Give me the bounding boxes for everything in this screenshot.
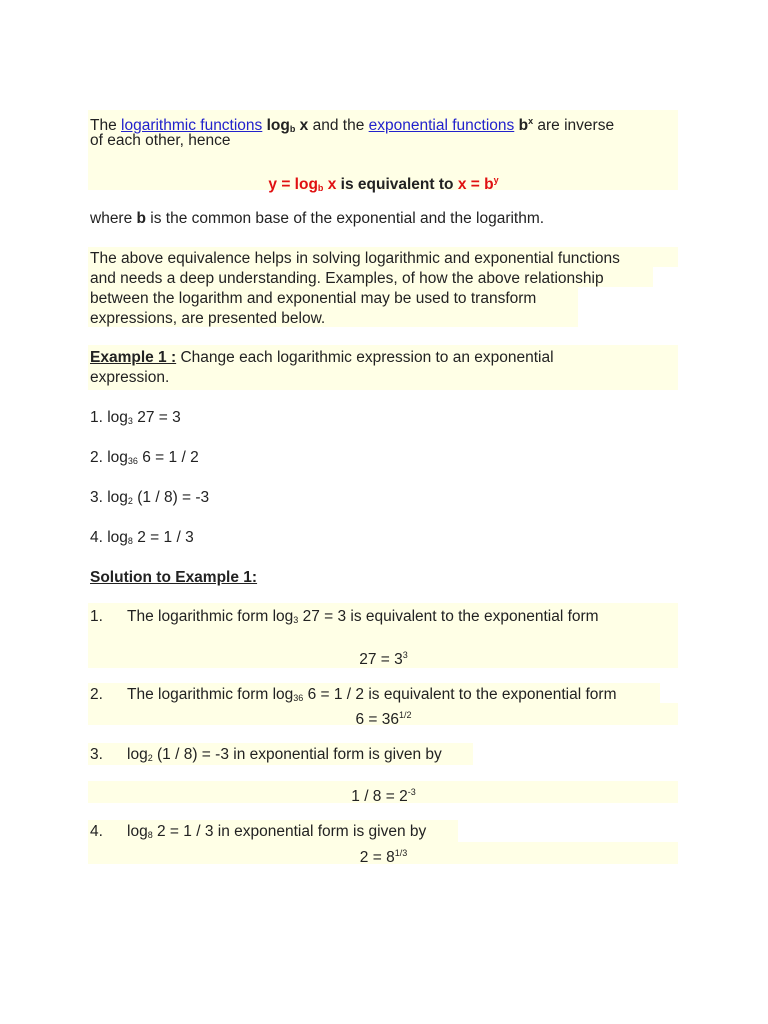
where-text-2: is the common base of the exponential and the logarithm. [146,210,545,227]
para-line-1: The above equivalence helps in solving logarithmic and exponential functions [90,250,620,267]
solution-4-result [90,843,677,868]
equiv-lhs: y = log [268,176,318,193]
result-text: 27 = 3 [359,651,403,668]
solution-label: Solution to Example 1: [90,569,258,586]
intro-text: The [90,117,122,134]
exp-base: b [518,117,529,134]
solution-text: log [127,746,148,763]
solution-text: log [127,823,148,840]
item-text: 3. log [90,489,128,506]
equiv-lhs-base: b [317,183,324,193]
log-symbol: log [266,117,290,134]
example1-text: Change each logarithmic expression to an exponential [176,349,554,366]
list-item-2 [90,448,199,471]
item-base: 36 [127,456,138,466]
solution-number: 3. [90,746,103,763]
intro-line-2: of each other, hence [90,132,231,149]
solution-3-result [90,782,677,807]
solution-1-line [90,607,599,630]
solution-text: 2 = 1 / 3 in exponential form is given by [152,823,427,840]
solution-base: 2 [147,753,153,763]
logarithmic-functions-link[interactable]: logarithmic functions [121,117,263,134]
solution-base: 3 [293,615,299,625]
list-item-4 [90,528,194,551]
exponential-functions-link[interactable]: exponential functions [368,117,515,134]
solution-base: 36 [293,693,304,703]
solution-base: 8 [147,830,153,840]
where-line [90,209,544,229]
item-text: 27 = 3 [132,409,181,426]
example1-heading [90,348,554,368]
equiv-rhs-power: y [493,175,499,185]
result-text: 2 = 8 [359,849,395,866]
result-power: 1/3 [394,848,408,858]
solution-number: 1. [90,608,103,625]
item-text: 2 = 1 / 3 [132,529,194,546]
item-text: 6 = 1 / 2 [137,449,199,466]
solution-number: 2. [90,686,103,703]
item-base: 2 [127,496,133,506]
solution-1-result [90,645,677,670]
solution-text: 27 = 3 is equivalent to the exponential form [298,608,599,625]
result-power: 1/2 [399,710,412,720]
item-text: (1 / 8) = -3 [132,489,210,506]
solution-heading [90,568,257,588]
where-base: b [136,210,146,227]
item-base: 8 [127,536,133,546]
item-text: 4. log [90,529,128,546]
equiv-lhs-arg: x [323,176,337,193]
result-power: -3 [407,787,416,797]
solution-4-line [90,822,426,845]
solution-text: The logarithmic form log [127,686,294,703]
item-base: 3 [127,416,133,426]
equivalence-statement [90,170,677,198]
exp-power: x [528,116,534,126]
example1-label: Example 1 : [90,349,177,366]
example1-text-2: expression. [90,369,170,386]
solution-text: The logarithmic form log [127,608,294,625]
solution-3-line [90,745,442,768]
solution-2-result [90,705,677,730]
list-item-1 [90,408,181,431]
result-text: 1 / 8 = 2 [351,788,408,805]
item-text: 1. log [90,409,128,426]
equiv-mid: is equivalent to [336,176,458,193]
item-text: 2. log [90,449,128,466]
result-text: 6 = 36 [355,711,399,728]
solution-text: (1 / 8) = -3 in exponential form is given by [152,746,442,763]
intro-text-2: and the [308,117,369,134]
where-text: where [90,210,137,227]
list-item-3 [90,488,209,511]
log-base: b [289,124,296,134]
solution-text: 6 = 1 / 2 is equivalent to the exponential form [303,686,617,703]
para-line-2: and needs a deep understanding. Examples, of how the above relationship [90,270,604,287]
solution-number: 4. [90,823,103,840]
intro-text-3: are inverse [533,117,615,134]
result-power: 3 [402,650,408,660]
para-line-4: expressions, are presented below. [90,310,326,327]
equiv-rhs: x = b [457,176,494,193]
log-arg: x [295,117,309,134]
para-line-3: between the logarithm and exponential may be used to transform [90,290,537,307]
